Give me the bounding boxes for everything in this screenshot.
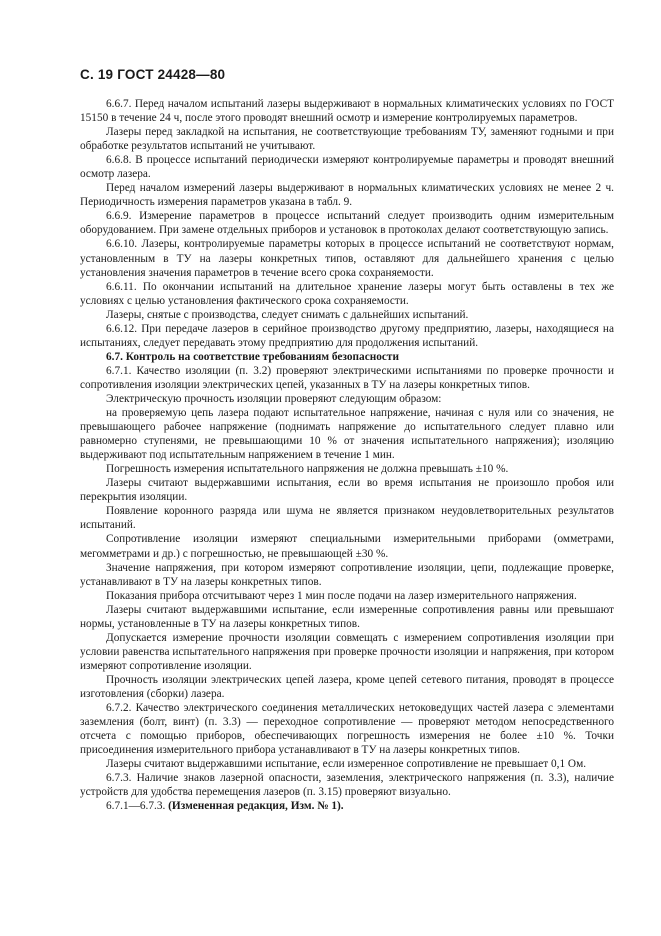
- paragraph-replacement: Лазеры перед закладкой на испытания, не соответствующие требованиям ТУ, заменяют годными и при обработке результатов испытаний не учитывают.: [80, 126, 614, 153]
- paragraph-6-6-9: 6.6.9. Измерение параметров в процессе испытаний следует производить одним измерительным оборудованием. При замене отдельных приборов и установок в протоколах делают соответствующую запись.: [80, 210, 614, 237]
- paragraph-passed-ground: Лазеры считают выдержавшими испытание, если измеренное сопротивление не превышает 0,1 Ом.: [106, 758, 587, 771]
- paragraph-6-7-1: 6.7.1. Качество изоляции (п. 3.2) проверяют электрическими испытаниями по проверке прочности и сопротивления изоляции электрических цепей, указанных в ТУ на лазеры конкретных типов.: [80, 364, 614, 391]
- document-body: [80, 97, 614, 813]
- paragraph-resistance-instruments: Сопротивление изоляции измеряют специальными измерительными приборами (омметрами, мегомметрами и др.) с погрешностью, не превышающей ±30 %.: [80, 533, 614, 560]
- paragraph-6-6-10: 6.6.10. Лазеры, контролируемые параметры которых в процессе испытаний не соответствуют нормам, установленным в ТУ на лазеры конкретных типов, оставляют для дальнейшего хранения с целью установления значения параметров в течение всего срока сохраняемости.: [80, 238, 614, 279]
- paragraph-combined-measurement: Допускается измерение прочности изоляции совмещать с измерением сопротивления изоляции при условии равенства испытательного напряжения при проверке прочности изоляции и напряжения, при котором измеряют сопротивление изоляции.: [80, 631, 614, 672]
- paragraph-passed-breakdown: Лазеры считают выдержавшими испытания, если во время испытания не произошло пробоя или перекрытия изоляции.: [80, 477, 614, 504]
- paragraph-test-voltage: на проверяемую цепь лазера подают испытательное напряжение, начиная с нуля или со значения, не превышающего рабочее напряжение (поднимать напряжение до испытательного следует плавно или равномерно ступенями, не превышающими 10 % от значения испытательного напряжения); изоляцию выдерживают под испытательным напряжением в течение 1 мин.: [80, 407, 614, 462]
- paragraph-6-6-7: 6.6.7. Перед началом испытаний лазеры выдерживают в нормальных климатических условиях по ГОСТ 15150 в течение 24 ч, после этого проводят внешний осмотр и измерение контролируемых параметров.: [80, 98, 614, 125]
- paragraph-amendment-note: [80, 799, 614, 813]
- amendment-range: 6.7.1—6.7.3.: [106, 800, 169, 813]
- paragraph-6-7-2: 6.7.2. Качество электрического соединения металлических нетоковедущих частей лазера с элементами заземления (болт, винт) (п. 3.3) — переходное сопротивление — проверяют методом непосредственного отсчета с помощью приборов, обеспечивающих погрешность измерения не более ±10 %. Точки присоединения измерительного прибора устанавливают в ТУ на лазеры конкретных типов.: [80, 702, 614, 757]
- paragraph-voltage-error: Погрешность измерения испытательного напряжения не должна превышать ±10 %.: [106, 463, 509, 476]
- paragraph-resistance-voltage: Значение напряжения, при котором измеряют сопротивление изоляции, цепи, подлежащие проверке, устанавливают в ТУ на лазеры конкретных типов.: [80, 561, 614, 588]
- paragraph-corona: Появление коронного разряда или шума не является признаком неудовлетворительных результатов испытаний.: [80, 505, 614, 532]
- amendment-label: (Измененная редакция, Изм. № 1).: [168, 800, 344, 813]
- paragraph-measurement-conditions: Перед началом измерений лазеры выдерживают в нормальных климатических условиях не менее 2 ч. Периодичность измерения параметров указана в табл. 9.: [80, 182, 614, 209]
- paragraph-readings: Показания прибора отсчитывают через 1 мин после подачи на лазер измерительного напряжения.: [106, 589, 577, 602]
- paragraph-assembly: Прочность изоляции электрических цепей лазера, кроме цепей сетевого питания, проводят в процессе изготовления (сборки) лазера.: [80, 673, 614, 700]
- paragraph-6-6-11: 6.6.11. По окончании испытаний на длительное хранение лазеры могут быть оставлены в тех же условиях с целью установления фактического срока сохраняемости.: [80, 280, 614, 307]
- paragraph-discontinued: Лазеры, снятые с производства, следует снимать с дальнейших испытаний.: [106, 308, 469, 321]
- paragraph-6-7-3: 6.7.3. Наличие знаков лазерной опасности, заземления, электрического напряжения (п. 3.3), наличие устройств для удобства перемещения лазеров (п. 3.15) проверяют визуально.: [80, 772, 614, 799]
- paragraph-6-6-8: 6.6.8. В процессе испытаний периодически измеряют контролируемые параметры и проводят внешний осмотр лазера.: [80, 154, 614, 181]
- section-heading-6-7: 6.7. Контроль на соответствие требованиям безопасности: [106, 350, 399, 363]
- paragraph-6-6-12: 6.6.12. При передаче лазеров в серийное производство другому предприятию, лазеры, находящиеся на испытаниях, следует передавать этому предприятию для продолжения испытаний.: [80, 322, 614, 349]
- paragraph-strength-method: Электрическую прочность изоляции проверяют следующим образом:: [106, 392, 442, 405]
- page-header: С. 19 ГОСТ 24428—80: [80, 67, 226, 82]
- paragraph-passed-resistance: Лазеры считают выдержавшими испытание, если измеренные сопротивления равны или превышают нормы, установленные в ТУ на лазеры конкретных типов.: [80, 603, 614, 630]
